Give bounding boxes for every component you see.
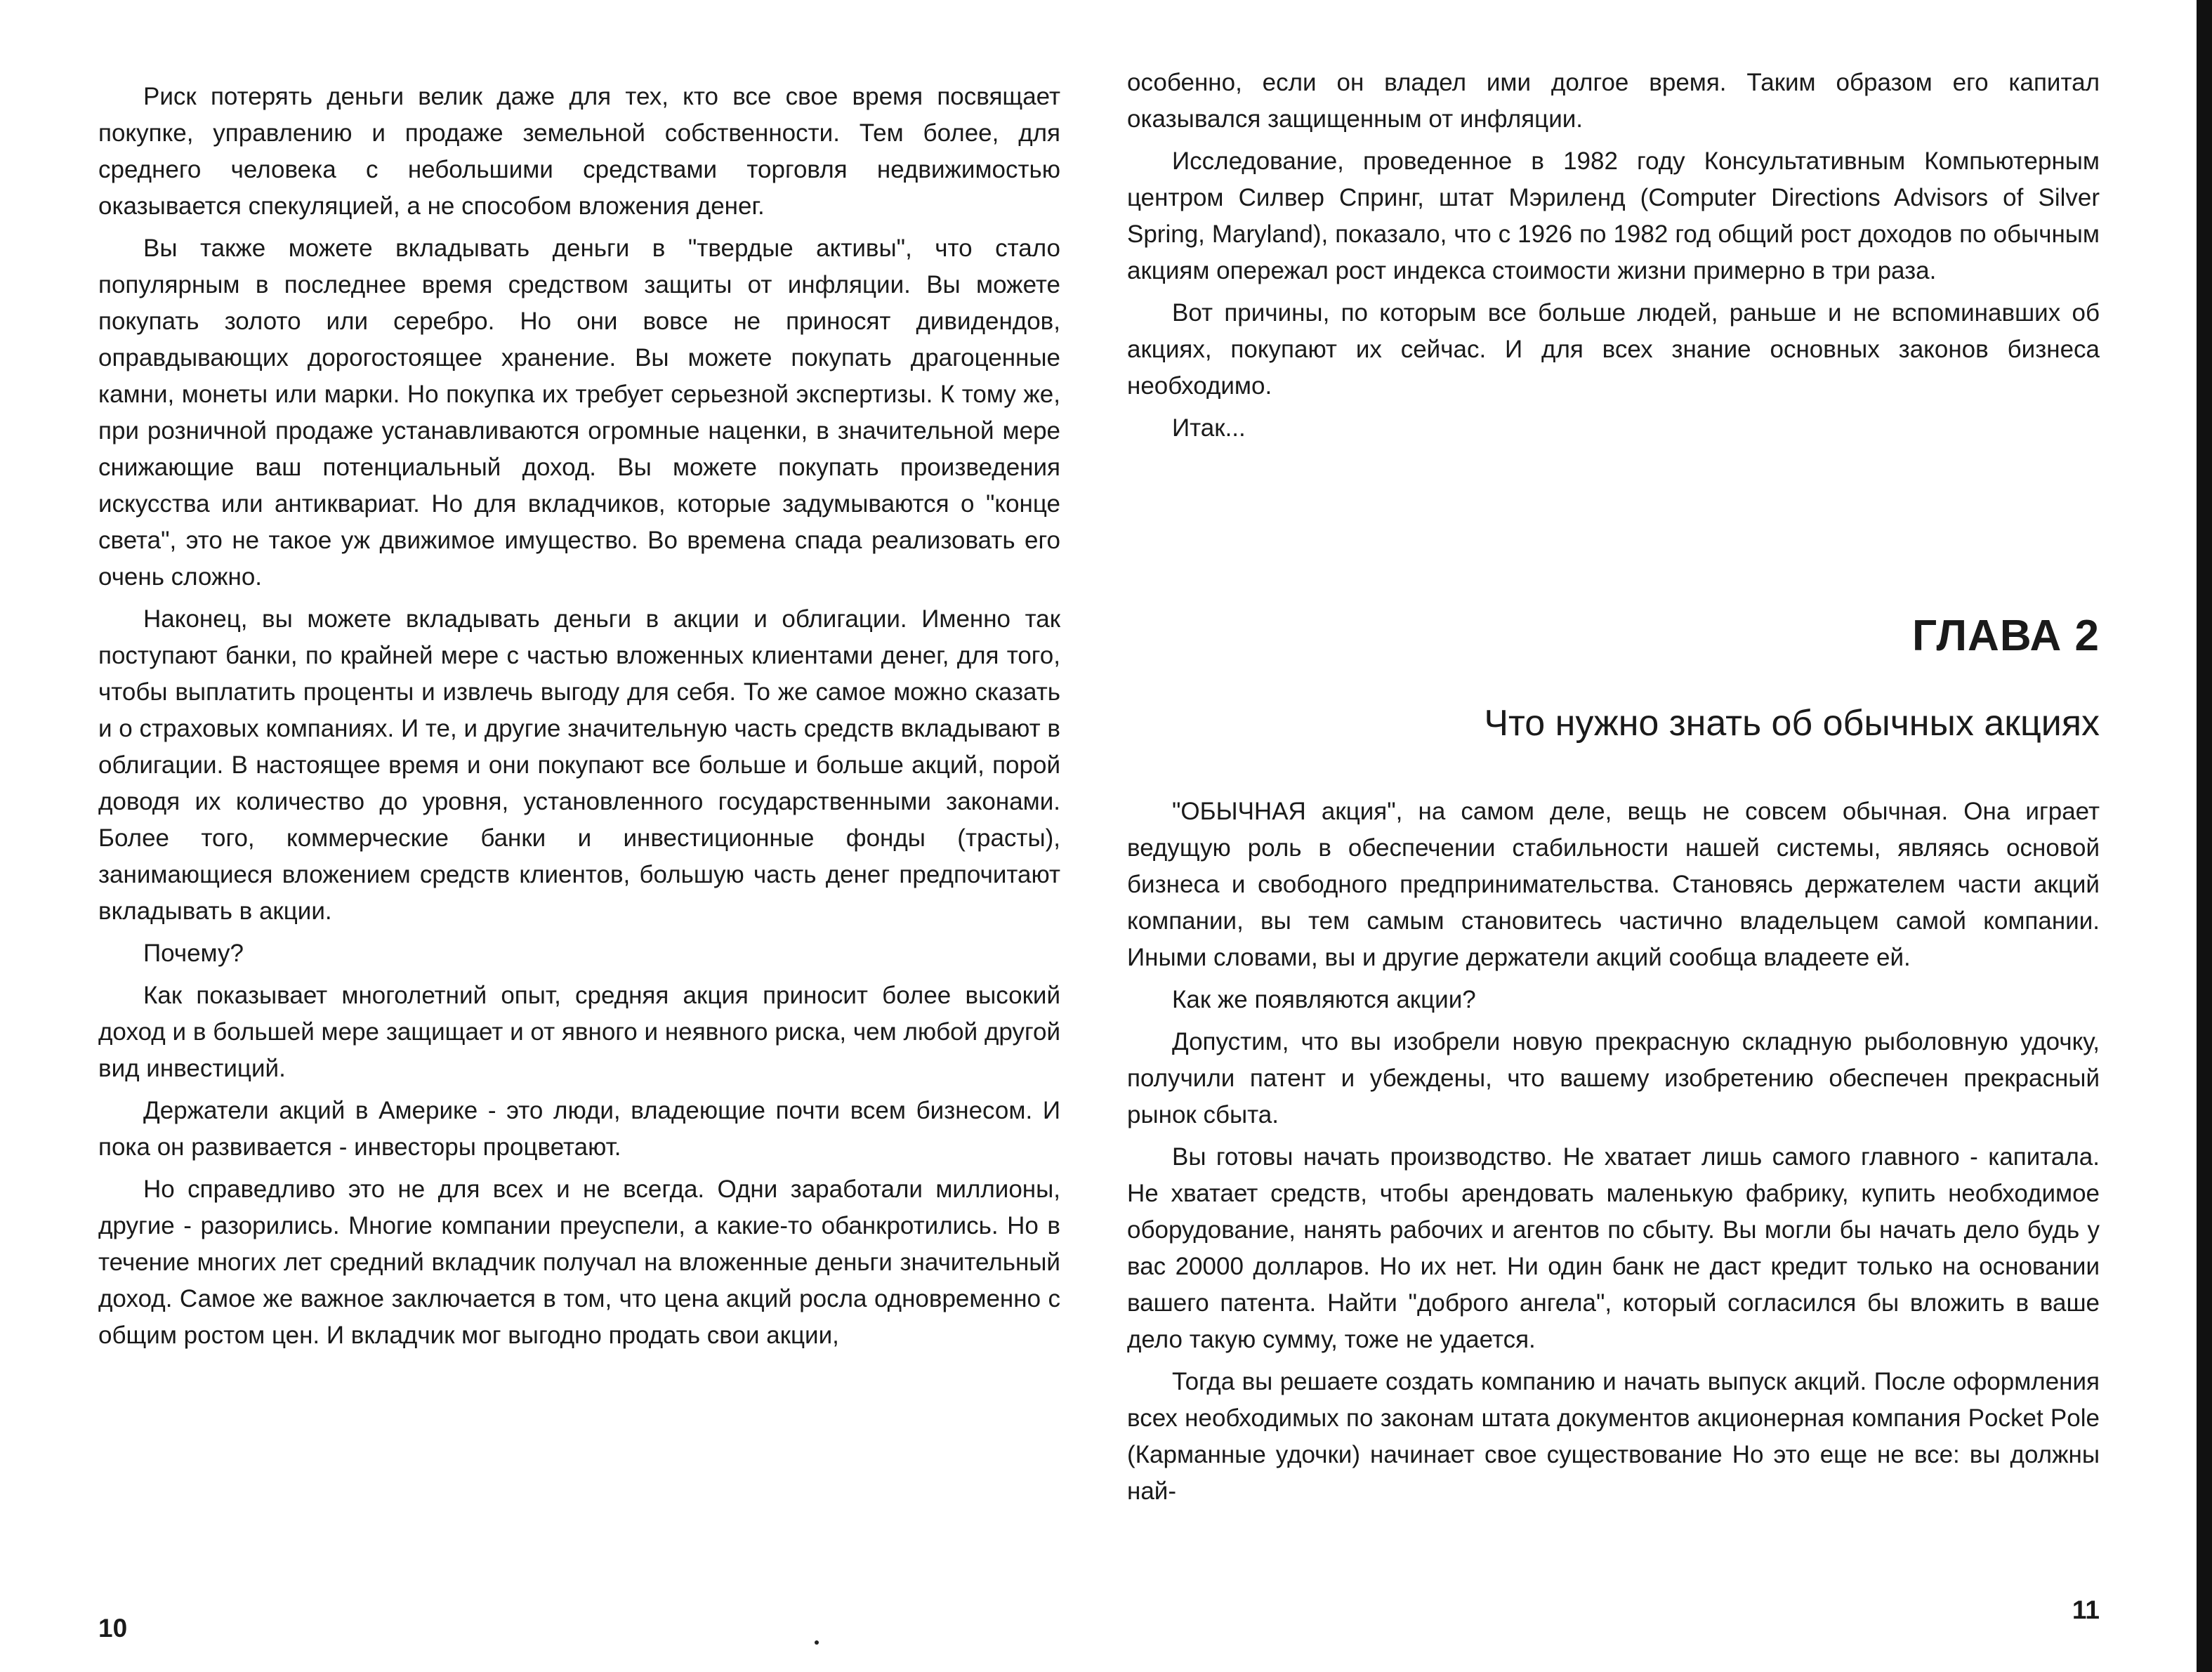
paragraph: Почему? bbox=[143, 940, 244, 967]
paragraph: Как же появляются акции? bbox=[1172, 986, 1476, 1013]
paragraph: Но справедливо это не для всех и не всегда. Одни заработали миллионы, другие - разорились. Многие компании преуспели, а какие-то обанкротились. Но в течение многих лет средний вкладчик получал на вложенные деньги значительный доход. Самое же важное заключается в том, что цена акций росла одновременно с общим ростом цен. И вкладчик мог выгодно продать свои акции, bbox=[98, 1176, 1060, 1349]
paragraph: Держатели акций в Америке - это люди, владеющие почти всем бизнесом. И пока он развивается - инвесторы процветают. bbox=[98, 1097, 1060, 1161]
paragraph: Допустим, что вы изобрели новую прекрасную складную рыболовную удочку, получили патент и убеждены, что вашему изобретению обеспечен прекрасный рынок сбыта. bbox=[1127, 1028, 2100, 1128]
right-page bbox=[1106, 0, 2212, 1672]
paragraph: особенно, если он владел ими долгое время. Таким образом его капитал оказывался защищенным от инфляции. bbox=[1127, 69, 2100, 133]
paragraph: Исследование, проведенное в 1982 году Консультативным Компьютерным центром Силвер Спринг, штат Мэриленд (Computer Directions Advisors of Silver Spring, Maryland), показало, что с 1926 по 1982 год общий рост доходов по обычным акциям опережал рост индекса стоимости жизни примерно в три раза. bbox=[1127, 147, 2100, 284]
paragraph: Вы также можете вкладывать деньги в "твердые активы", что стало популярным в последнее время средством защиты от инфляции. Вы можете покупать золото или серебро. Но они вовсе не приносят дивидендов, оправдывающих дорогостоящее хранение. Вы можете покупать драгоценные камни, монеты или марки. Но покупка их требует серьезной экспертизы. К тому же, при розничной продаже устанавливаются огромные наценки, в значительной мере снижающие ваш потенциальный доход. Вы можете покупать произведения искусства или антиквариат. Но для вкладчиков, которые задумываются о "конце света", это не такое уж движимое имущество. Во времена спада реализовать его очень сложно. bbox=[98, 235, 1060, 591]
chapter-title: Что нужно знать об обычных акциях bbox=[1484, 703, 2100, 744]
right-text-column-bottom bbox=[1127, 794, 2100, 1515]
paragraph: Как показывает многолетний опыт, средняя акция приносит более высокий доход и в большей мере защищает и от явного и неявного риска, чем любой другой вид инвестиций. bbox=[98, 982, 1060, 1082]
chapter-label: ГЛАВА 2 bbox=[1911, 612, 2100, 660]
right-text-column-top bbox=[1127, 65, 2100, 452]
paragraph: Риск потерять деньги велик даже для тех, кто все свое время посвящает покупке, управлению и продаже земельной собственности. Тем более, для среднего человека с небольшими средствами торговля недвижимостью оказывается спекуляцией, а не способом вложения денег. bbox=[98, 83, 1060, 220]
page-number-left: 10 bbox=[98, 1614, 128, 1643]
paragraph: Итак... bbox=[1172, 414, 1246, 442]
paragraph: Тогда вы решаете создать компанию и начать выпуск акций. После оформления всех необходимых по законам штата документов акционерная компания Pocket Pole (Карманные удочки) начинает свое существование Но это еще не все: вы должны най- bbox=[1127, 1368, 2100, 1505]
paragraph: Наконец, вы можете вкладывать деньги в акции и облигации. Именно так поступают банки, по крайней мере с частью вложенных клиентами денег, для того, чтобы выплатить проценты и извлечь выгоду для себя. То же самое можно сказать и о страховых компаниях. И те, и другие значительную часть средств вкладывают в облигации. В настоящее время и они покупают все больше и больше акций, порой доводя их количество до уровня, установленного государственными законами. Более того, коммерческие банки и инвестиционные фонды (трасты), занимающиеся вложением средств клиентов, большую часть денег предпочитают вкладывать в акции. bbox=[98, 605, 1060, 925]
paragraph: "ОБЫЧНАЯ акция", на самом деле, вещь не совсем обычная. Она играет ведущую роль в обеспечении стабильности нашей системы, являясь основой бизнеса и свободного предпринимательства. Становясь держателем части акций компании, вы тем самым становитесь частично владельцем самой компании. Иными словами, вы и другие держатели акций сообща владеете ей. bbox=[1127, 798, 2100, 971]
paragraph: Вы готовы начать производство. Не хватает лишь самого главного - капитала. Не хватает средств, чтобы арендовать маленькую фабрику, купить необходимое оборудование, нанять рабочих и агентов по сбыту. Вы могли бы начать дело будь у вас 20000 долларов. Но их нет. Ни один банк не даст кредит только на основании вашего патента. Найти "доброго ангела", который согласился бы вложить в ваше дело такую сумму, тоже не удается. bbox=[1127, 1143, 2100, 1353]
scan-edge-shadow bbox=[2197, 0, 2212, 1672]
paragraph: Вот причины, по которым все больше людей, раньше и не вспоминавших об акциях, покупают их сейчас. И для всех знание основных законов бизнеса необходимо. bbox=[1127, 299, 2100, 400]
page-number-right: 11 bbox=[2072, 1595, 2100, 1624]
scan-speck bbox=[815, 1640, 819, 1645]
left-text-column bbox=[98, 79, 1060, 1360]
